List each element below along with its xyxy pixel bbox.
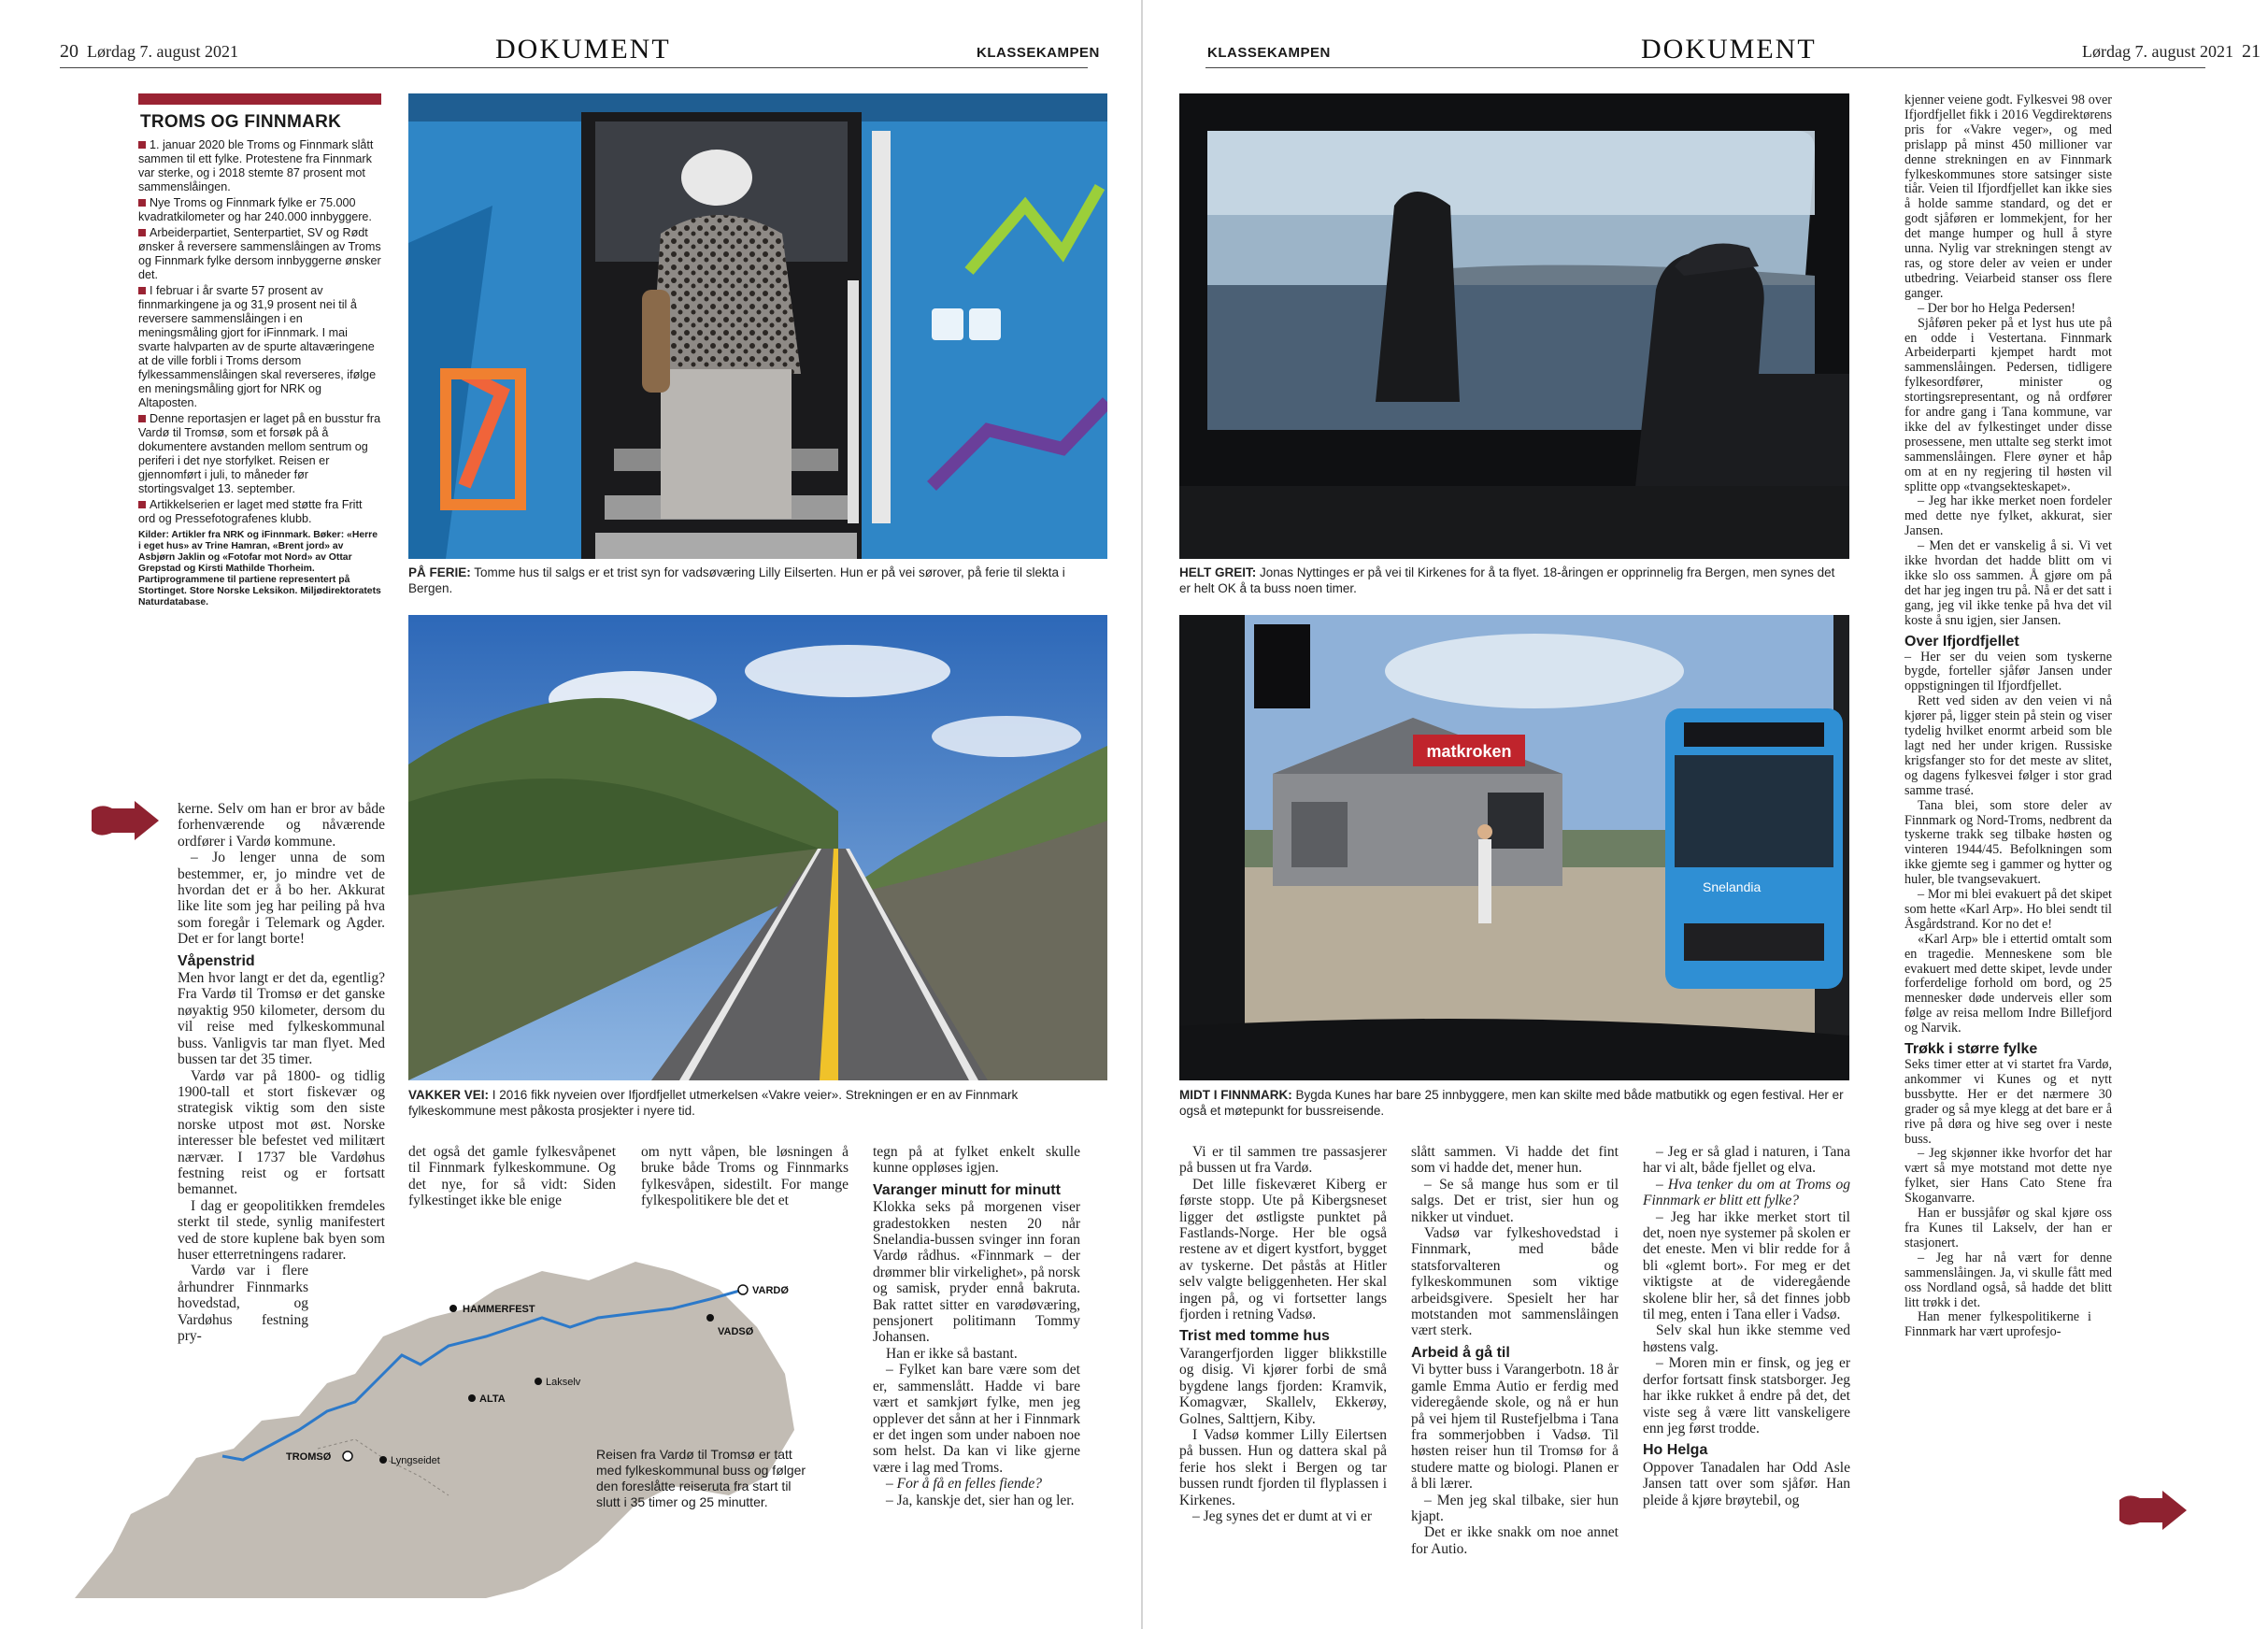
factbox-accent-bar: [138, 93, 381, 105]
subheading: Arbeid å gå til: [1411, 1344, 1510, 1361]
factbox-sources: Kilder: Artikler fra NRK og iFinnmark. Bøker: «Herre i eget hus» av Trine Hamran, «Brent jord» av Asbjørn Jaklin og «Fotofar mot Nord» av Ottar Grepstad og Kirsti Mathilde Thorheim. Partiprogrammene til partiene representert på Stortinget. Store Norske Leksikon. Miljødirektoratets Naturdatabase.: [138, 530, 381, 607]
bullet-square-icon: [138, 501, 146, 508]
store-sign-text: matkroken: [1426, 742, 1512, 761]
map-label-lyngseidet: Lyngseidet: [391, 1455, 440, 1466]
factbox-item: I februar i år svarte 57 prosent av finnmarkingene ja og 31,9 prosent nei til å reversere sammenslåingen i en meningsmåling gjort for iFinnmark. I mai svarte halvparten av de spurte altaværingene at de ville forbli i Troms dersom fylkessammenslåingen skal reverseres, ifølge en meningsmåling gjort for NRK og Altaposten.: [138, 284, 377, 409]
article-column-6: slått sammen. Vi hadde det fint som vi hadde det, mener hun. – Se så mange hus som er til salgs. Det er trist, sier hun og nikker ut vinduet. Vadsø var fylkeshovedstad i Finnmark, med både statsforvalteren og fylkeskommunen som viktige arbeidsgivere. Spesielt her har motstanden mot sammenslåingen vært sterk. Arbeid å gå til Vi bytter buss i Varangerbotn. 18 år gamle Emma Autio er ferdig med videregående skole, og nå er hun på vei hjem til Rustefjelbma i Tana fra sommerjobben i Vadsø. Til høsten reiser hun til Tromsø for å studere matte og biologi. Planen er å bli lærer. – Men jeg skal tilbake, sier hun kjapt. Det er ikke snakk om noe annet for Autio.: [1411, 1144, 1619, 1557]
photo-bus-window: [1179, 93, 1849, 559]
left-page-date: Lørdag 7. august 2021: [87, 42, 238, 61]
bus-brand-text: Snelandia: [1703, 879, 1762, 894]
factbox-item: Denne reportasjen er laget på en busstur fra Vardø til Tromsø, som et forsøk på å dokumentere avstanden mellom sentrum og periferi i det nye storfylket. Reisen er gjennomført i juli, to måneder før stortingsvalget 13. september.: [138, 412, 381, 495]
road-illustration: [408, 615, 1107, 1080]
continue-arrow-icon: [2119, 1491, 2187, 1530]
bullet-square-icon: [138, 287, 146, 294]
bullet-square-icon: [138, 199, 146, 207]
article-column-7: – Jeg er så glad i naturen, i Tana har vi alt, både fjellet og elva. – Hva tenker du om at Troms og Finnmark er blitt ett fylke? – Jeg har ikke merket stort til det, noen nye systemer på skolen er det eneste. Men vi blir redde for å bli «glemt bort». For meg er det viktigste at de videregående skolene blir her, så det finnes jobb til meg, enten i Tana eller i Vadsø. Selv skal hun ikke stemme ved høstens valg. – Moren min er finsk, og jeg er derfor fortsatt finsk statsborger. Jeg har ikke rukket å endre på det, det viste seg å være litt vanskeligere enn jeg først trodde. Ho Helga Oppover Tanadalen har Odd Asle Jansen tatt over som sjåfør. Han pleide å kjøre brøytebil, og: [1643, 1144, 1850, 1508]
map-label-vardo: VARDØ: [752, 1285, 789, 1296]
subheading: Varanger minutt for minutt: [873, 1181, 1061, 1198]
left-page-number: 20: [60, 41, 78, 62]
subheading: Våpenstrid: [178, 952, 255, 969]
map-dot-alta: [468, 1394, 476, 1402]
caption-bus-door: PÅ FERIE: Tomme hus til salgs er et trist syn for vadsøværing Lilly Eilserten. Hun er på vei sørover, på ferie til slekta i Bergen.: [408, 565, 1065, 595]
bus-door-illustration: [408, 93, 1107, 559]
article-column-1: kerne. Selv om han er bror av både forhenværende og nåværende ordfører i Vardø kommune. – Jo lenger unna de som bestemmer, er, jo mindre vet de hvordan det er å bo her. Akkurat like lite som jeg har peiling på hva som foregår i Telemark og Agder. Det er for langt borte! Våpenstrid Men hvor langt er det da, egentlig? Fra Vardø til Tromsø er det ganske nøyaktig 950 kilometer, dersom du vil reise med fylkeskommunal buss. Vanligvis tar man flyet. Med bussen tar det 35 timer. Vardø var på 1800- og tidlig 1900-tall et stort fiskevær og strategisk viktig som den siste norske utpost mot øst. Norske interesser ble befestet ved militært nærvær. I 1737 ble Vardøhus festning reist og er fortsatt bemannet. I dag er geopolitikken fremdeles sterkt til stede, synlig manifestert ved de store kuplene bak byen som huser etterretningens radarer. Vardø var i flere århundrer Finnmarks hovedstad, og Vardøhus festning pry-: [178, 801, 385, 1344]
route-map: [75, 1215, 804, 1598]
photo-road: [408, 615, 1107, 1080]
right-page-date: Lørdag 7. august 2021: [2082, 42, 2233, 61]
map-dot-lyngseidet: [379, 1456, 387, 1464]
factbox: [138, 93, 381, 608]
map-label-alta: ALTA: [479, 1393, 506, 1405]
map-label-lakselv: Lakselv: [546, 1377, 581, 1388]
caption-bus-window: HELT GREIT: Jonas Nyttinges er på vei til Kirkenes for å ta flyet. 18-åringen er opprinnelig fra Bergen, men synes det er helt OK å ta buss noen timer.: [1179, 565, 1835, 595]
subheading: Trøkk i større fylke: [1904, 1041, 2038, 1058]
subheading: Trist med tomme hus: [1179, 1328, 1330, 1345]
factbox-item: Nye Troms og Finnmark fylke er 75.000 kvadratkilometer og har 240.000 innbyggere.: [138, 196, 372, 223]
map-label-hammerfest: HAMMERFEST: [463, 1304, 535, 1315]
right-page-number: 21: [2241, 41, 2261, 62]
bullet-square-icon: [138, 415, 146, 422]
bullet-square-icon: [138, 229, 146, 236]
caption-store-bus: MIDT I FINNMARK: Bygda Kunes har bare 25 innbyggere, men kan skilte med både matbutikk og egen festival. Her er også et møtepunkt for bussreisende.: [1179, 1088, 1844, 1118]
caption-road: VAKKER VEI: I 2016 fikk nyveien over Ifjordfjellet utmerkelsen «Vakre veier». Strekningen er en av Finnmark fylkeskommune mest påkosta prosjekter i nyere tid.: [408, 1088, 1019, 1118]
map-dot-tromso: [343, 1451, 352, 1461]
factbox-title: TROMS OG FINNMARK: [140, 112, 342, 132]
left-section-title: DOKUMENT: [495, 34, 671, 64]
factbox-item: Arbeiderpartiet, Senterpartiet, SV og Rødt ønsker å reversere sammenslåingen av Troms og Finnmark fylke dersom innbyggerne ønsker det.: [138, 226, 381, 281]
page-fold: [1141, 0, 1143, 1629]
subheading: Over Ifjordfjellet: [1904, 633, 2019, 650]
article-column-2: det også det gamle fylkesvåpenet til Finnmark fylkeskommune. Og det nye, for så vidt: Siden fylkestinget ikke ble enige: [408, 1144, 616, 1209]
factbox-item: 1. januar 2020 ble Troms og Finnmark slått sammen til ett fylke. Protestene fra Finnmark var sterke, og i 2018 stemte 87 prosent mot sammenslåingen.: [138, 138, 374, 193]
right-newspaper-name: KLASSEKAMPEN: [1207, 45, 1331, 61]
photo-bus-door: [408, 93, 1107, 559]
article-column-5: Vi er til sammen tre passasjerer på bussen ut fra Vardø. Det lille fiskeværet Kiberg er første stopp. Ute på Kibergsneset ligger det østligste punktet på Fastlands-Norge. Her ble også restene av et digert kystfort, bygget av tyskerne. Det påstås at Hitler selv valgte beliggenheten. Her skal ingen på, og vi fortsetter langs fjorden i retning Vadsø. Trist med tomme hus Varangerfjorden ligger blikkstille og disig. Vi kjører forbi de små bygdene langs fjorden: Kramvik, Komagvær, Skallelv, Ekkerøy, Golnes, Salttjern, Kiby. I Vadsø kommer Lilly Eilertsen på bussen. Hun og dattera skal på ferie hos slekt i Bergen og tar bussen rundt fjorden til flyplassen i Kirkenes. – Jeg synes det er dumt at vi er: [1179, 1144, 1387, 1524]
map-dot-lakselv: [535, 1378, 542, 1385]
continue-arrow-icon: [92, 801, 159, 840]
map-label-tromso: TROMSØ: [286, 1451, 332, 1463]
left-newspaper-name: KLASSEKAMPEN: [977, 45, 1100, 61]
bullet-square-icon: [138, 141, 146, 149]
map-caption: Reisen fra Vardø til Tromsø er tatt med fylkeskommunal buss og følger den foreslåtte reiseruta fra start til slutt i 35 timer og 25 minutter.: [596, 1447, 806, 1509]
left-header-rule: [60, 67, 1088, 68]
article-column-3: om nytt våpen, ble løsningen å bruke både Troms og Finnmarks fylkesvåpen, sidestilt. For mange fylkespolitikere ble det et: [641, 1144, 849, 1209]
map-label-vadso: VADSØ: [718, 1326, 754, 1337]
right-section-title: DOKUMENT: [1641, 34, 1817, 64]
article-column-4: tegn på at fylket enkelt skulle kunne oppløses igjen. Varanger minutt for minutt Klokka seks på morgenen viser gradestokken nesten 20 når Snelandia-bussen svinger inn foran Vardø rådhus. «Finnmark – der drømmer blir virkelighet», på norsk og samisk, pryder ennå bakruta. Bak rattet sitter en varødøværing, pensjonert politimann Tommy Johansen. Han er ikke så bastant. – Fylket kan bare være som det er, sammenslått. Hadde vi bare vært et samkjørt fylke, men jeg opplever det sånn at her i Finnmark er det ingen som under naboen noe som helst. Da kan vi like gjerne være i lag med Troms. – For å få en felles fiende? – Ja, kanskje det, sier han og ler.: [873, 1144, 1080, 1508]
map-land: [75, 1262, 794, 1598]
store-bus-illustration: [1179, 615, 1849, 1080]
map-dot-vardo: [738, 1285, 748, 1294]
photo-store-bus: [1179, 615, 1849, 1080]
map-dot-vadso: [706, 1314, 714, 1322]
left-page-number-date: [60, 41, 238, 63]
subheading: Ho Helga: [1643, 1442, 1708, 1459]
bus-window-illustration: [1179, 93, 1849, 559]
right-page-number-date: [2082, 41, 2261, 63]
article-column-8: kjenner veiene godt. Fylkesvei 98 over Ifjordfjellet fikk i 2016 Vegdirektørens pris for «Vakre veger», og med prislapp på minst 450 millioner var denne strekningen en av Finnmark fylkeskommunes store satsinger siste tiår. Veien til Ifjordfjellet kan ikke sies å holde samme standard, og det er godt sjåføren er lommekjent, for her det mange humper og hull å styre unna. Nylig var strekningen stengt av ras, og store deler av veien er under utbedring. Veiarbeid stanser oss flere ganger. – Der bor ho Helga Pedersen! Sjåføren peker på et lyst hus ute på en odde i Vestertana. Finnmark Arbeiderparti kjempet hardt mot sammenslåingen. Pedersen, tidligere fylkesordfører, minister og stortingsrepresentant, og nå ordfører for andre gang i Tana kommune, var ikke del av fylkestinget under disse prosessene, men uttalte seg sterkt imot sammenslåingen. Flere øyner et håp om at en ny regjering til høsten vil splitte opp «tvangsekteskapet». – Jeg har ikke merket noen fordeler med dette nye fylket, akkurat, sier Jansen. – Men det er vanskelig å si. Vi vet ikke hvordan det hadde blitt om vi ikke slo oss sammen. Å gjøre om på det har jeg ingen tru på. Nå er det satt i gang, jeg vil ikke tenke på hva det vil koste å snu igjen, sier Jansen. Over Ifjordfjellet – Her ser du veien som tyskerne bygde, forteller sjåfør Jansen under oppstigningen til Ifjordfjellet. Rett ved siden av den veien vi nå kjører på, ligger stein på stein og viser tydelig hvilket enormt arbeid som ble lagt ned her under krigen. Russiske krigsfanger sto for det meste av slitet, og dagens fylkesvei følger i stor grad samme trasé. Tana blei, som store deler av Finnmark og Nord-Troms, nedbrent da tyskerne trakk seg tilbake høsten og vinteren 1944/45. Befolkningen som ikke gjemte seg i gammer og hytter og huler, ble tvangsevakuert. – Mor mi blei evakuert på det skipet som hette «Karl Arp». Ho blei sendt til Åsgårdstrand. Kor no det e! «Karl Arp» ble i ettertid omtalt som en tragedie. Menneskene som ble evakuert med dette skipet, levde under forferdelige forhold om bord, og 25 mennesker døde underveis eller som følge av reisa mellom Indre Billefjord og Narvik. Trøkk i større fylke Seks timer etter at vi startet fra Vardø, ankommer vi Kunes og et nytt bussbytte. Her er det nærmere 30 grader og så mye klegg at det bare er å rive på døra og hive seg over i neste buss. – Jeg skjønner ikke hvorfor det har vært så mye motstand mot dette nye fylket, sier Hans Cato Stene fra Skoganvarre. Han er bussjåfør og skal kjøre oss fra Kunes til Lakselv, der han er stasjonert. – Jeg har nå vært for denne sammenslåingen. Ja, vi skulle fått med oss Nordland også, så hadde det blitt litt trøkk i det. Han mener fylkespolitikerne i Finnmark har vært uprofesjo-: [1904, 93, 2112, 1340]
right-header-rule: [1205, 67, 2205, 68]
map-dot-hammerfest: [449, 1305, 457, 1312]
factbox-item: Artikkelserien er laget med støtte fra Fritt ord og Pressefotografenes klubb.: [138, 498, 363, 525]
